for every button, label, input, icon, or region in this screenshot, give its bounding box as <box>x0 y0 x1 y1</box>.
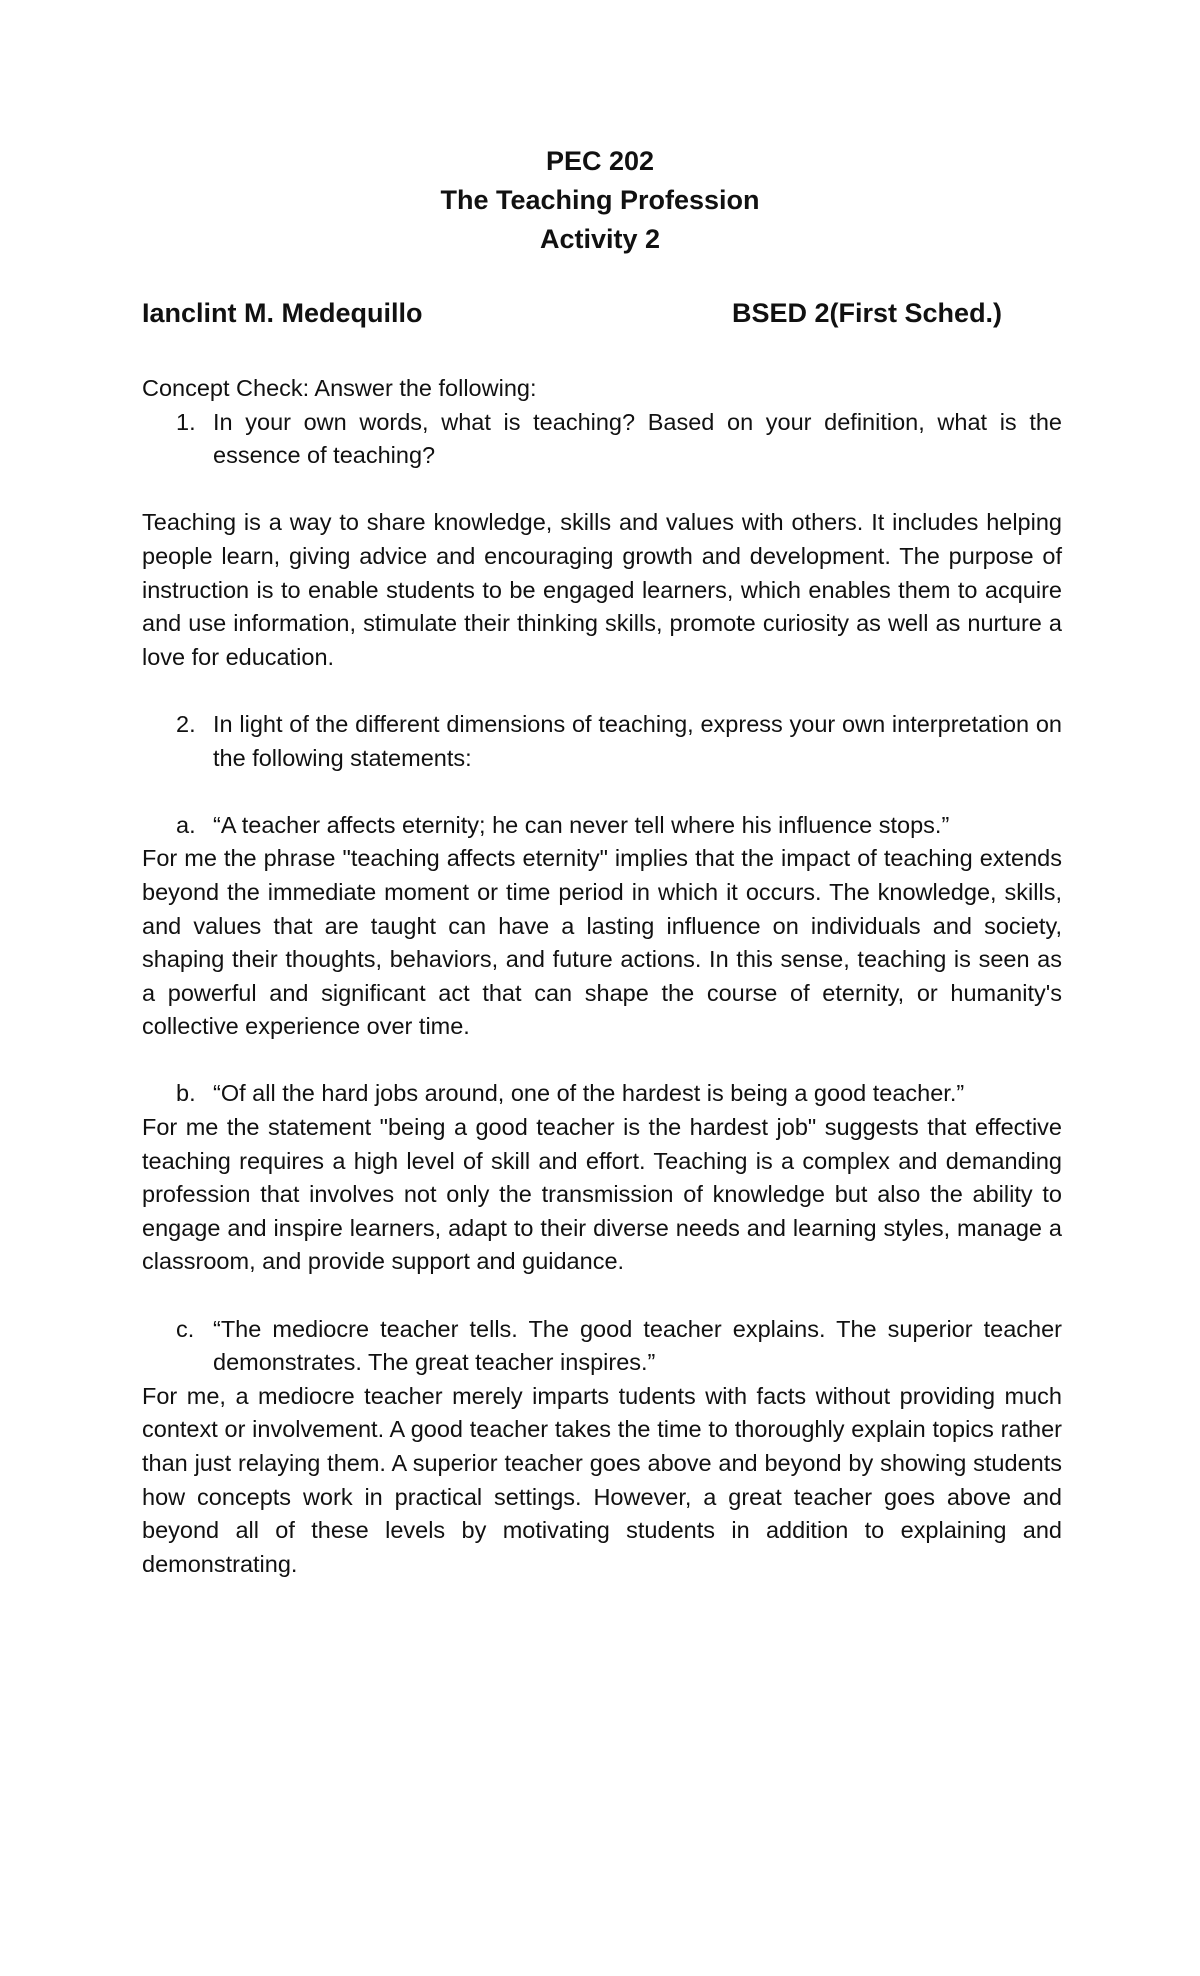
statement-b-quote: “Of all the hard jobs around, one of the hardest is being a good teacher.” <box>213 1080 965 1107</box>
student-info-row <box>142 298 1062 338</box>
statement-a-marker: a. <box>176 811 196 838</box>
activity-title: Activity 2 <box>539 224 661 254</box>
question-1-text: In your own words, what is teaching? Based on your definition, what is the essence of teaching? <box>213 408 1062 469</box>
statement-c <box>142 1313 1062 1380</box>
student-section: BSED 2(First Sched.) <box>732 298 1003 328</box>
document-body <box>142 372 1062 1581</box>
statement-b <box>142 1077 1062 1111</box>
statement-c-quote: “The mediocre teacher tells. The good teacher explains. The superior teacher demonstrates. The great teacher inspires.” <box>213 1315 1062 1376</box>
question-1 <box>142 406 1062 473</box>
statement-b-marker: b. <box>176 1080 196 1107</box>
statement-c-marker: c. <box>176 1315 195 1342</box>
statement-a-quote: “A teacher affects eternity; he can never tell where his influence stops.” <box>213 811 950 838</box>
question-2-text: In light of the different dimensions of teaching, express your own interpretation on the following statements: <box>213 710 1062 771</box>
question-2-marker: 2. <box>176 710 196 737</box>
answer-c: For me, a mediocre teacher merely imparts tudents with facts without providing much context or involvement. A good teacher takes the time to thoroughly explain topics rather than just relaying them. A superior teacher goes above and beyond by showing students how concepts work in practical settings. However, a great teacher goes above and beyond all of these levels by motivating students in addition to explaining and demonstrating. <box>142 1382 1062 1577</box>
concept-check-intro: Concept Check: Answer the following: <box>142 375 537 401</box>
student-name: Ianclint M. Medequillo <box>142 298 423 328</box>
answer-1: Teaching is a way to share knowledge, skills and values with others. It includes helping people learn, giving advice and encouraging growth and development. The purpose of instruction is to enable students to be engaged learners, which enables them to acquire and use information, stimulate their thinking skills, promote curiosity as well as nurture a love for education. <box>142 509 1062 670</box>
statement-a <box>142 809 1062 843</box>
answer-b: For me the statement "being a good teacher is the hardest job" suggests that effective teaching requires a high level of skill and effort. Teaching is a complex and demanding profession that involves not only the transmission of knowledge but also the ability to engage and inspire learners, adapt to their diverse needs and learning styles, manage a classroom, and provide support and guidance. <box>142 1114 1062 1275</box>
answer-a: For me the phrase "teaching affects eternity" implies that the impact of teaching extends beyond the immediate moment or time period in which it occurs. The knowledge, skills, and values that are taught can have a lasting influence on individuals and society, shaping their thoughts, behaviors, and future actions. In this sense, teaching is seen as a powerful and significant act that can shape the course of eternity, or humanity's collective experience over time. <box>142 845 1062 1040</box>
course-title: The Teaching Profession <box>440 185 760 215</box>
question-1-marker: 1. <box>176 408 196 435</box>
course-code: PEC 202 <box>545 146 655 176</box>
question-2 <box>142 708 1062 775</box>
title-block <box>0 142 1200 259</box>
